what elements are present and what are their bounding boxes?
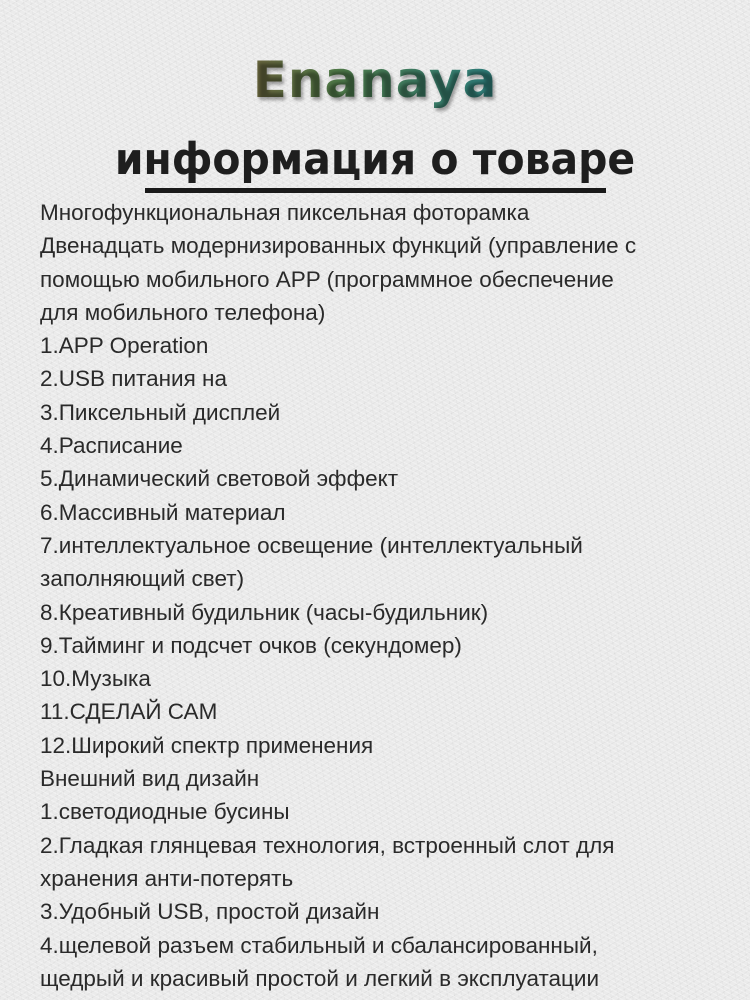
feature-item: заполняющий свет) xyxy=(40,566,245,592)
product-description xyxy=(40,196,740,995)
description-line: помощью мобильного APP (программное обеспечение xyxy=(40,266,614,292)
feature-item: 7.интеллектуальное освещение (интеллектуальный xyxy=(40,532,583,558)
design-item: 1.светодиодные бусины xyxy=(40,799,290,825)
description-line: Двенадцать модернизированных функций (управление с xyxy=(40,233,637,259)
feature-item: 9.Тайминг и подсчет очков (секундомер) xyxy=(40,632,462,658)
feature-item: 3.Пиксельный дисплей xyxy=(40,399,281,425)
description-line: для мобильного телефона) xyxy=(40,299,326,325)
title-underline xyxy=(145,188,606,193)
feature-item: 11.СДЕЛАЙ САМ xyxy=(40,699,218,725)
design-item: хранения анти-потерять xyxy=(40,865,294,891)
feature-item: 8.Креативный будильник (часы-будильник) xyxy=(40,599,489,625)
design-item: щедрый и красивый простой и легкий в эксплуатации xyxy=(40,965,600,991)
design-item: 2.Гладкая глянцевая технология, встроенный слот для xyxy=(40,832,615,858)
page-title: информация о товаре xyxy=(114,134,636,185)
feature-item: 6.Массивный материал xyxy=(40,499,286,525)
feature-item: 1.APP Operation xyxy=(40,333,209,359)
design-item: 4.щелевой разъем стабильный и сбалансированный, xyxy=(40,932,598,958)
description-line: Многофункциональная пиксельная фоторамка xyxy=(40,200,530,225)
design-item: 3.Удобный USB, простой дизайн xyxy=(40,899,380,925)
feature-item: 4.Расписание xyxy=(40,433,183,459)
brand-logo: Enanaya xyxy=(0,50,750,110)
feature-item: 10.Музыка xyxy=(40,666,151,692)
feature-item: 12.Широкий спектр применения xyxy=(40,732,374,758)
section-heading: Внешний вид дизайн xyxy=(40,766,260,792)
feature-item: 2.USB питания на xyxy=(40,366,227,392)
feature-item: 5.Динамический световой эффект xyxy=(40,466,399,492)
